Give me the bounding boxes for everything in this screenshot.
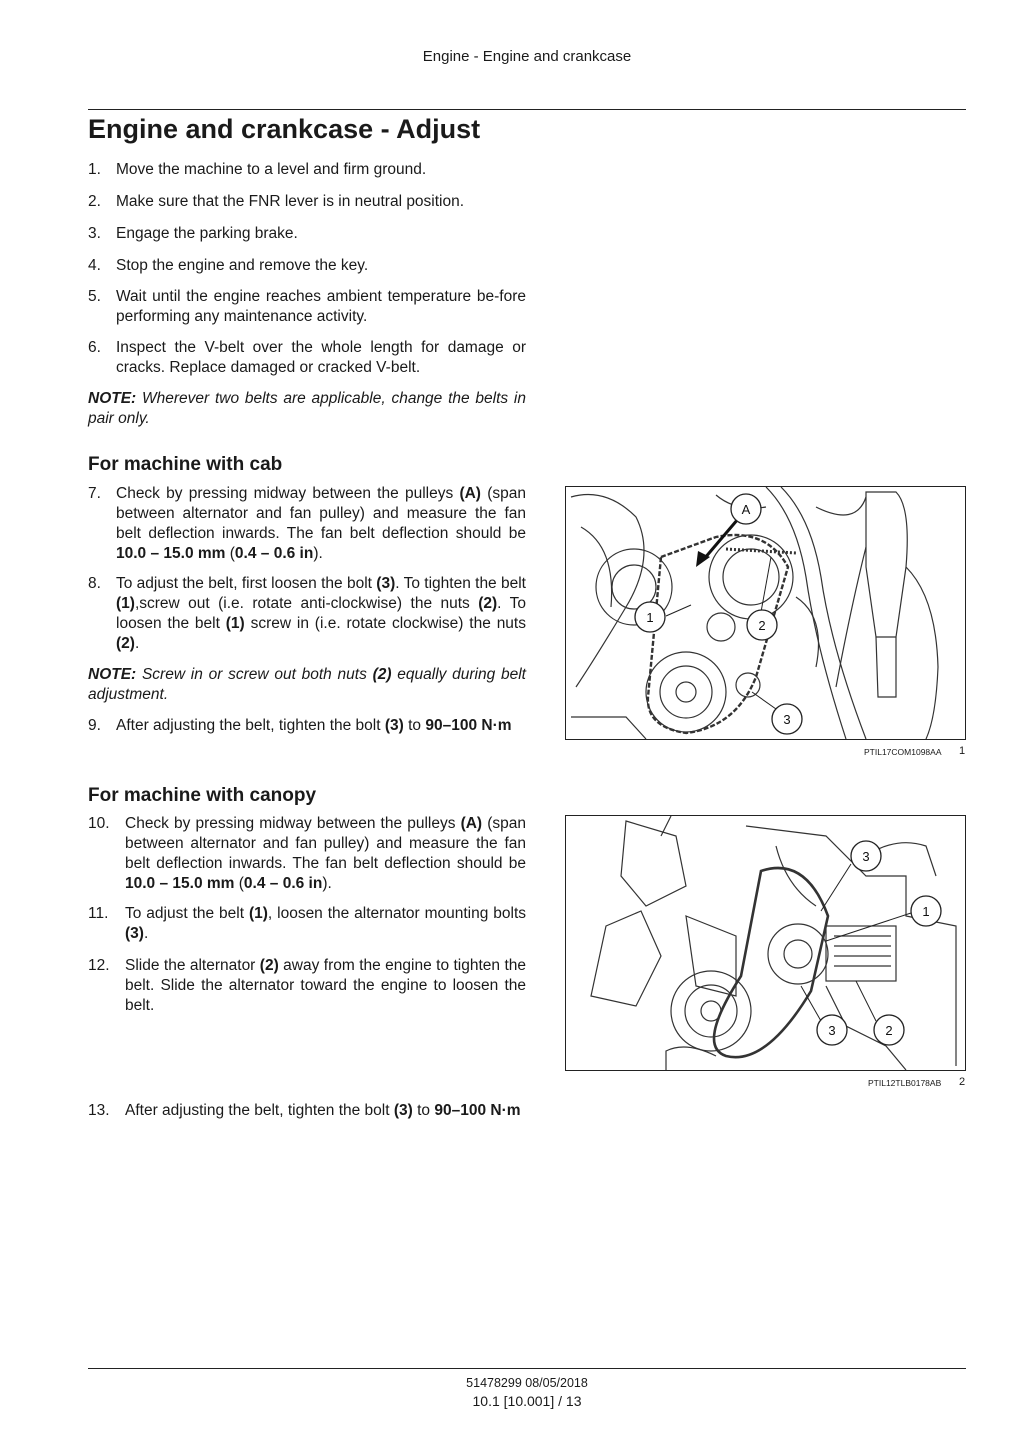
step-4: [88, 256, 526, 276]
figure-2-code: PTIL12TLB0178AB: [868, 1078, 942, 1088]
callout-3-bottom: [817, 1015, 847, 1045]
step-number: 11.: [88, 905, 109, 922]
note-nuts-equally: NOTE: Screw in or screw out both nuts (2) equally during belt adjustment.: [88, 666, 526, 703]
step-6: [88, 338, 526, 378]
section-heading-canopy: For machine with canopy: [88, 785, 317, 806]
step-number: 13.: [88, 1102, 110, 1119]
step-text: After adjusting the belt, tighten the bolt (3) to 90–100 N·m: [125, 1102, 521, 1119]
step-1: [88, 160, 526, 180]
step-number: 5.: [88, 288, 101, 305]
step-7: [88, 484, 526, 564]
step-number: 9.: [88, 717, 101, 734]
step-3: [88, 224, 526, 244]
figure-1-code: PTIL17COM1098AA: [864, 747, 942, 757]
engine-illustration-canopy: [566, 816, 965, 1070]
step-text: Check by pressing midway between the pulleys (A) (span between alternator and fan pulley) and measure the fan belt deflection inwards. The fan belt deflection should be 10.0 – 15.0 mm (0.4 – 0.6 in).: [116, 485, 526, 562]
step-5: [88, 287, 526, 327]
step-number: 2.: [88, 193, 101, 210]
step-10: [88, 814, 526, 894]
footer-rule: [88, 1368, 966, 1369]
engine-illustration-cab: [566, 487, 965, 739]
step-9: [88, 716, 526, 736]
svg-text:1: 1: [922, 904, 930, 919]
step-text: Wait until the engine reaches ambient temperature be-fore performing any maintenance activity.: [116, 288, 526, 325]
step-text: Move the machine to a level and firm ground.: [116, 161, 427, 178]
svg-text:3: 3: [862, 849, 870, 864]
note-label: NOTE:: [88, 666, 137, 683]
step-number: 10.: [88, 815, 110, 832]
step-text: To adjust the belt (1), loosen the alternator mounting bolts (3).: [125, 905, 527, 942]
step-13: [88, 1101, 526, 1121]
step-text: Slide the alternator (2) away from the engine to tighten the belt. Slide the alternator toward the engine to loosen the belt.: [125, 957, 526, 1014]
step-number: 12.: [88, 957, 110, 974]
step-number: 1.: [88, 161, 101, 178]
step-number: 3.: [88, 225, 101, 242]
note-label: NOTE:: [88, 390, 137, 407]
section-heading-cab: For machine with cab: [88, 454, 283, 475]
step-number: 8.: [88, 575, 101, 592]
svg-text:2: 2: [885, 1023, 893, 1038]
callout-A: [731, 494, 761, 524]
figure-2-number: 2: [959, 1076, 966, 1088]
figure-1-engine-belt-cab: [565, 486, 966, 740]
step-number: 4.: [88, 257, 101, 274]
step-11: [88, 904, 526, 944]
callout-3-top: [851, 841, 881, 871]
step-text: Inspect the V-belt over the whole length for damage or cracks. Replace damaged or cracked V-belt.: [116, 339, 526, 376]
figure-2-engine-belt-canopy: [565, 815, 966, 1071]
step-number: 7.: [88, 485, 101, 502]
svg-text:3: 3: [828, 1023, 836, 1038]
step-text: Make sure that the FNR lever is in neutral position.: [116, 193, 465, 210]
step-8: [88, 574, 526, 654]
footer-doc-id: 51478299 08/05/2018: [466, 1376, 588, 1390]
svg-text:2: 2: [758, 618, 766, 633]
callout-3: [772, 704, 802, 734]
callout-2: [874, 1015, 904, 1045]
step-text: Stop the engine and remove the key.: [116, 257, 369, 274]
running-header: Engine - Engine and crankcase: [422, 48, 632, 65]
step-2: [88, 192, 526, 212]
page-title: Engine and crankcase - Adjust: [88, 114, 481, 144]
svg-text:A: A: [741, 502, 751, 517]
svg-text:3: 3: [783, 712, 791, 727]
step-text: After adjusting the belt, tighten the bolt (3) to 90–100 N·m: [116, 717, 512, 734]
figure-1-number: 1: [959, 745, 966, 757]
header-rule: [88, 109, 966, 110]
step-12: [88, 956, 526, 1016]
note-belts-pair: [88, 389, 526, 429]
step-text: Engage the parking brake.: [116, 225, 298, 242]
note-text: Wherever two belts are applicable, change the belts in pair only.: [88, 390, 526, 427]
step-text: Check by pressing midway between the pulleys (A) (span between alternator and fan pulley) and measure the fan belt deflection inwards. The fan belt deflection should be 10.0 – 15.0 mm (0.4 – 0.6 in).: [125, 815, 526, 892]
footer-page-number: 10.1 [10.001] / 13: [472, 1393, 582, 1409]
svg-text:1: 1: [646, 610, 654, 625]
callout-1: [635, 602, 665, 632]
callout-1: [911, 896, 941, 926]
step-text: To adjust the belt, first loosen the bolt (3). To tighten the belt (1),screw out (i.e. rotate anti-clockwise) the nuts (2). To loosen the belt (1) screw in (i.e. rotate clockwise) the nuts (2).: [116, 575, 526, 652]
step-number: 6.: [88, 339, 101, 356]
callout-2: [747, 610, 777, 640]
